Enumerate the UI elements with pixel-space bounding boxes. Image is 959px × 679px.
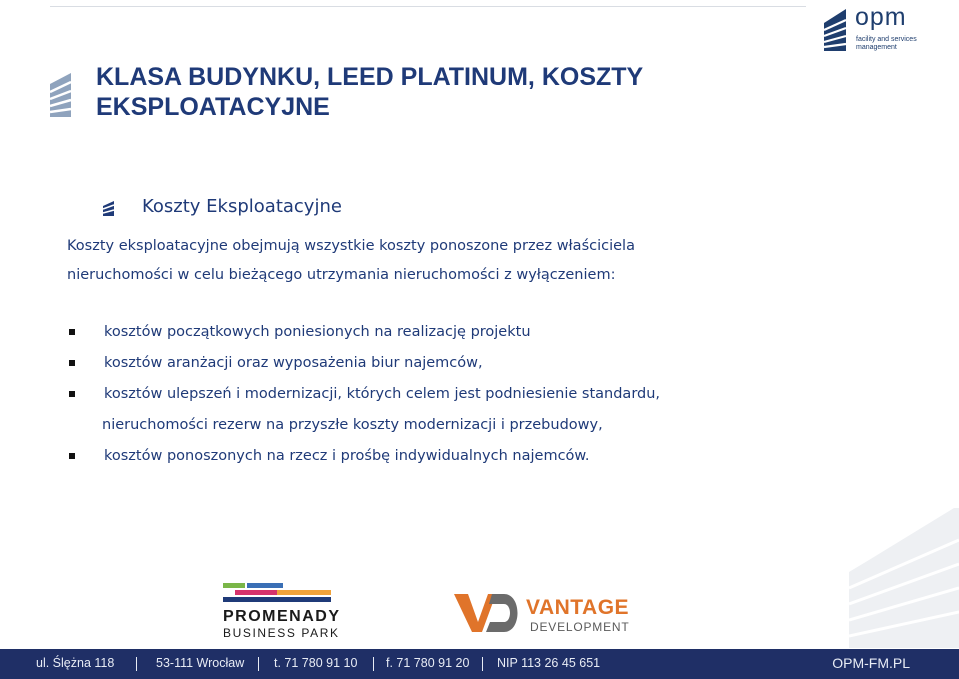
opm-building-logo-icon — [822, 7, 850, 53]
page-title — [96, 62, 643, 122]
vantage-logo-line-1: VANTAGE — [526, 596, 630, 619]
footer-website-link[interactable]: OPM-FM.PL — [832, 655, 910, 671]
opm-logo-word: opm — [855, 3, 907, 31]
vantage-development-logo — [452, 588, 638, 638]
intro-line-1: Koszty eksploatacyjne obejmują wszystkie koszty ponoszone przez właściciela — [67, 238, 635, 254]
vantage-logo-line-2: DEVELOPMENT — [530, 620, 630, 634]
footer-separator — [258, 657, 259, 671]
opm-logo-tagline-1: facility and services — [856, 36, 917, 43]
section-bullet-icon — [102, 200, 116, 216]
intro-paragraph — [67, 232, 635, 290]
footer-street: ul. Ślężna 118 — [36, 656, 115, 670]
footer-city: 53-111 Wrocław — [156, 656, 245, 670]
vantage-vd-mark-icon — [452, 588, 524, 636]
footer-separator — [482, 657, 483, 671]
footer-separator — [136, 657, 137, 671]
building-bars-icon — [49, 72, 75, 118]
square-bullet-icon — [69, 453, 75, 459]
intro-line-2: nieruchomości w celu bieżącego utrzymania nieruchomości z wyłączeniem: — [67, 267, 616, 283]
footer-nip: NIP 113 26 45 651 — [497, 656, 601, 670]
opm-logo — [822, 3, 934, 53]
promenady-logo-line-1: PROMENADY — [223, 608, 341, 625]
page-title-line-2: EKSPLOATACYJNE — [96, 93, 330, 121]
promenady-logo-line-2: BUSINESS PARK — [223, 626, 340, 640]
square-bullet-icon — [69, 360, 75, 366]
footer-bar — [0, 649, 959, 679]
promenady-business-park-logo — [207, 575, 350, 645]
footer-phone: t. 71 780 91 10 — [274, 656, 358, 670]
opm-logo-tagline-2: management — [856, 44, 897, 51]
faded-building-graphic — [849, 500, 959, 648]
footer-separator — [373, 657, 374, 671]
footer-fax: f. 71 780 91 20 — [386, 656, 470, 670]
section-heading: Koszty Eksploatacyjne — [142, 196, 342, 217]
page-title-line-1: KLASA BUDYNKU, LEED PLATINUM, KOSZTY — [96, 63, 644, 91]
square-bullet-icon — [69, 329, 75, 335]
top-divider — [50, 6, 806, 7]
square-bullet-icon — [69, 391, 75, 397]
